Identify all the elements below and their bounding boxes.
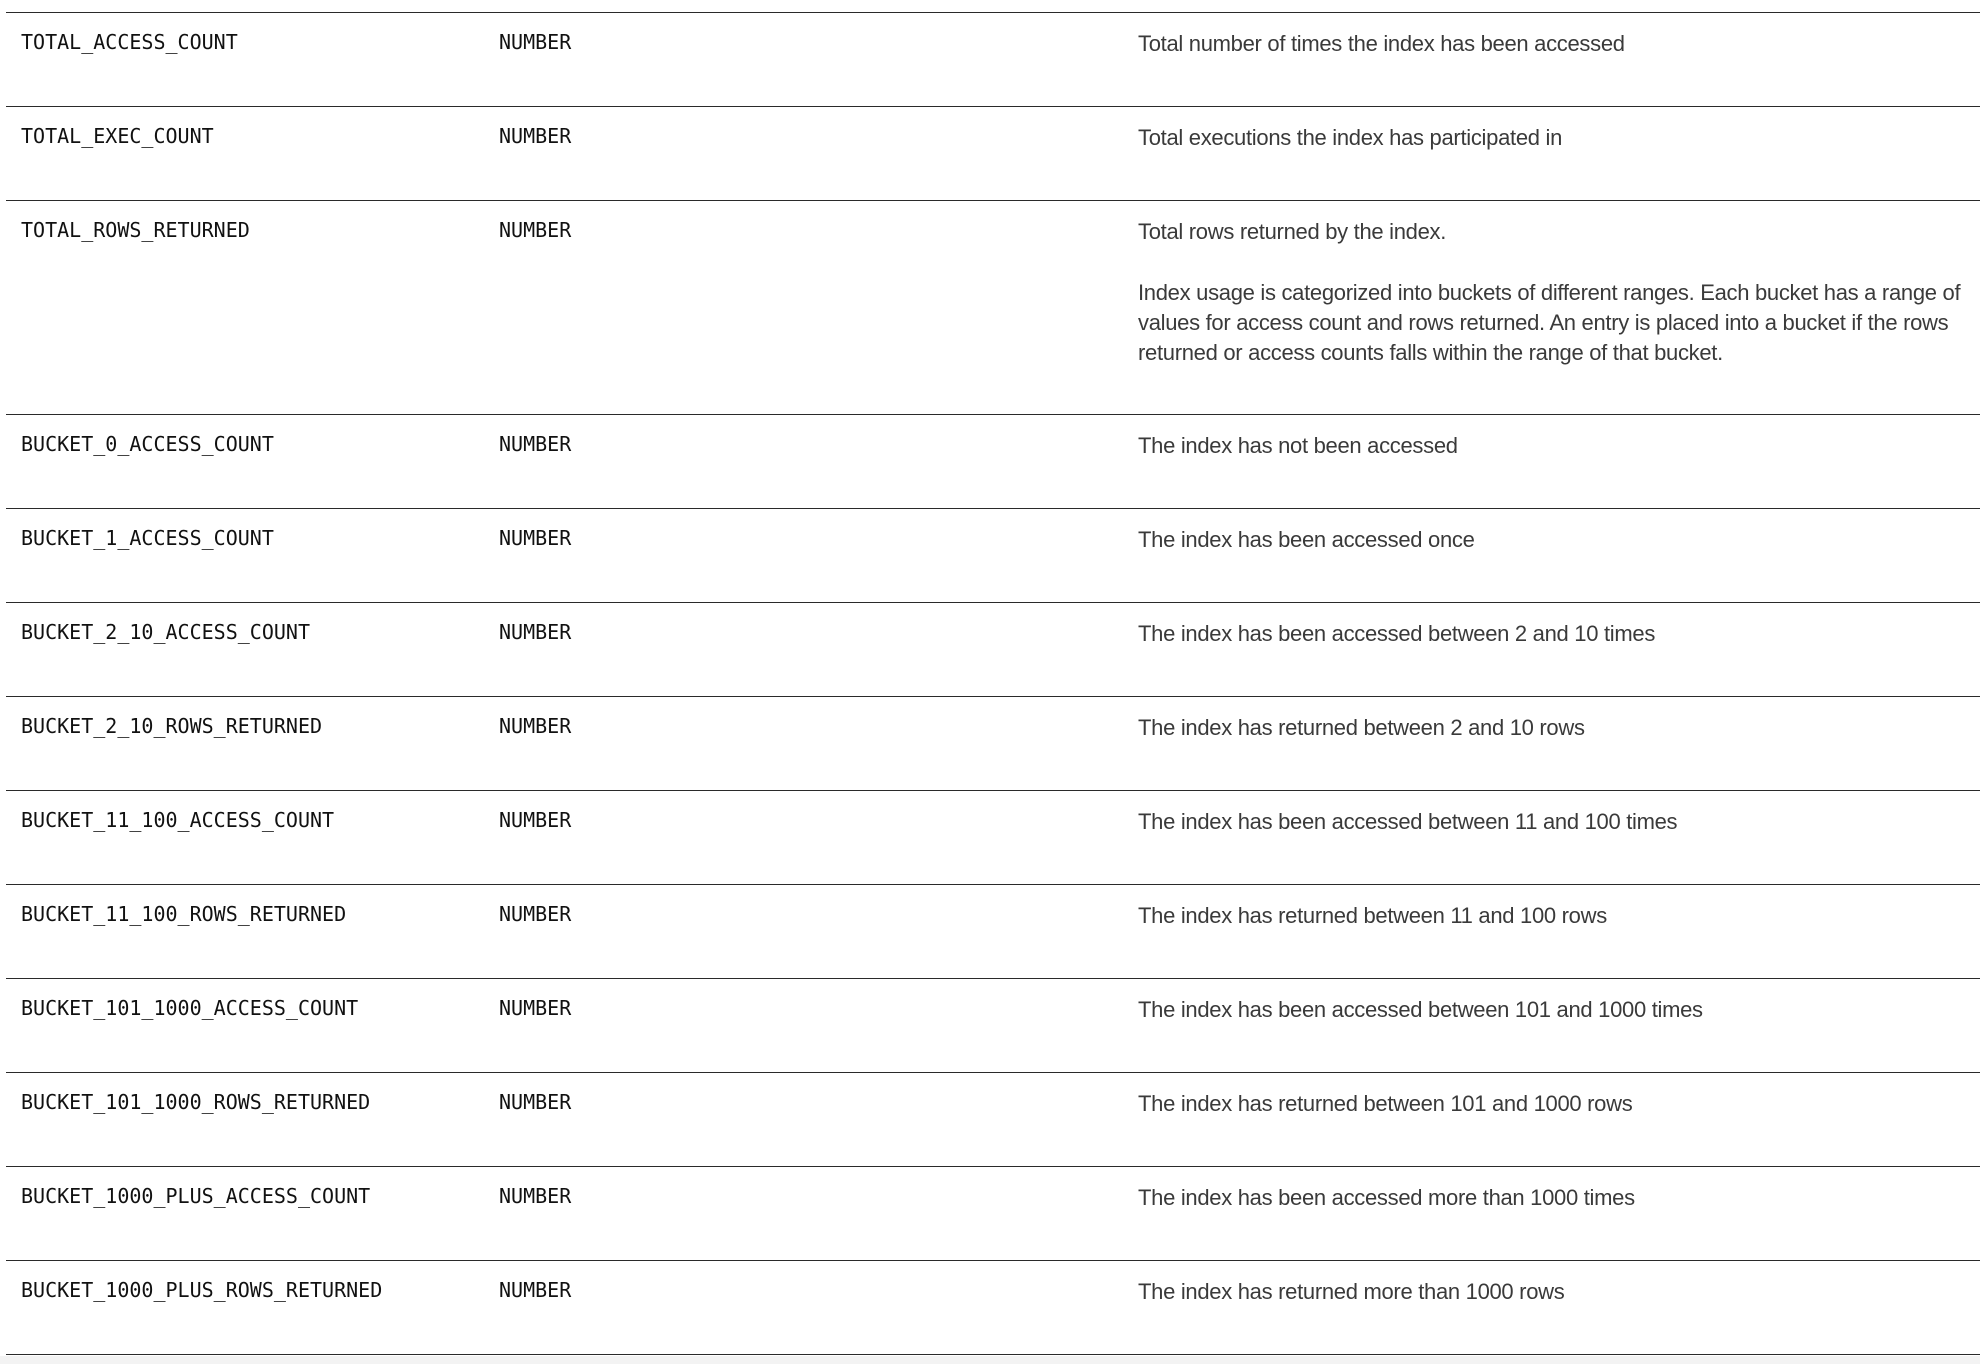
table-row (6, 13, 1980, 107)
column-name: BUCKET_101_1000_ROWS_RETURNED (21, 1090, 371, 1114)
column-description (1138, 525, 1968, 555)
column-datatype: NUMBER (499, 902, 572, 926)
description-text: The index has been accessed once (1138, 527, 1475, 552)
column-name: TOTAL_EXEC_COUNT (21, 124, 214, 148)
description-text: The index has been accessed more than 1000 times (1138, 1185, 1635, 1210)
table-row (6, 509, 1980, 603)
table-row (6, 697, 1980, 791)
column-name: TOTAL_ROWS_RETURNED (21, 218, 250, 242)
column-datatype: NUMBER (499, 526, 572, 550)
column-datatype: NUMBER (499, 1090, 572, 1114)
column-name: BUCKET_11_100_ACCESS_COUNT (21, 808, 335, 832)
column-datatype: NUMBER (499, 1278, 572, 1302)
page-bottom-band (0, 1356, 1980, 1364)
column-name: BUCKET_2_10_ROWS_RETURNED (21, 714, 323, 738)
column-description (1138, 807, 1968, 837)
description-text: The index has returned more than 1000 rows (1138, 1279, 1565, 1304)
column-datatype: NUMBER (499, 996, 572, 1020)
column-description (1138, 1277, 1968, 1307)
columns-table (6, 12, 1980, 1355)
description-text: The index has been accessed between 2 and 10 times (1138, 621, 1656, 646)
column-datatype: NUMBER (499, 432, 572, 456)
column-description (1138, 123, 1968, 153)
column-datatype: NUMBER (499, 620, 572, 644)
column-description (1138, 217, 1968, 368)
table-row (6, 791, 1980, 885)
table-row (6, 1073, 1980, 1167)
column-name: BUCKET_0_ACCESS_COUNT (21, 432, 274, 456)
description-text: Total number of times the index has been accessed (1138, 31, 1625, 56)
description-note: Index usage is categorized into buckets of different ranges. Each bucket has a range of values for access count and rows returned. An entry is placed into a bucket if the rows returned or access counts falls within the range of that bucket. (1138, 280, 1961, 365)
column-name: TOTAL_ACCESS_COUNT (21, 30, 238, 54)
column-description (1138, 901, 1968, 931)
column-name: BUCKET_1000_PLUS_ACCESS_COUNT (21, 1184, 371, 1208)
description-text: The index has returned between 11 and 100 rows (1138, 903, 1607, 928)
column-datatype: NUMBER (499, 1184, 572, 1208)
table-row (6, 1261, 1980, 1355)
description-text: The index has returned between 101 and 1000 rows (1138, 1091, 1633, 1116)
column-description (1138, 431, 1968, 461)
description-text: The index has returned between 2 and 10 rows (1138, 715, 1585, 740)
column-datatype: NUMBER (499, 30, 572, 54)
column-description (1138, 995, 1968, 1025)
table-row (6, 415, 1980, 509)
column-datatype: NUMBER (499, 808, 572, 832)
description-text: Total executions the index has participated in (1138, 125, 1563, 150)
description-text: The index has been accessed between 101 and 1000 times (1138, 997, 1703, 1022)
table-row (6, 1167, 1980, 1261)
column-description (1138, 1183, 1968, 1213)
column-description (1138, 29, 1968, 59)
column-description (1138, 713, 1968, 743)
description-text: The index has been accessed between 11 and 100 times (1138, 809, 1678, 834)
column-name: BUCKET_2_10_ACCESS_COUNT (21, 620, 310, 644)
table-row (6, 979, 1980, 1073)
column-name: BUCKET_11_100_ROWS_RETURNED (21, 902, 347, 926)
table-row (6, 885, 1980, 979)
table-row (6, 107, 1980, 201)
column-datatype: NUMBER (499, 714, 572, 738)
column-description (1138, 619, 1968, 649)
column-description (1138, 1089, 1968, 1119)
description-text: The index has not been accessed (1138, 433, 1458, 458)
column-name: BUCKET_101_1000_ACCESS_COUNT (21, 996, 359, 1020)
column-name: BUCKET_1000_PLUS_ROWS_RETURNED (21, 1278, 383, 1302)
column-datatype: NUMBER (499, 218, 572, 242)
column-name: BUCKET_1_ACCESS_COUNT (21, 526, 274, 550)
table-row (6, 603, 1980, 697)
column-datatype: NUMBER (499, 124, 572, 148)
table-row (6, 201, 1980, 415)
description-text: Total rows returned by the index. (1138, 219, 1447, 244)
